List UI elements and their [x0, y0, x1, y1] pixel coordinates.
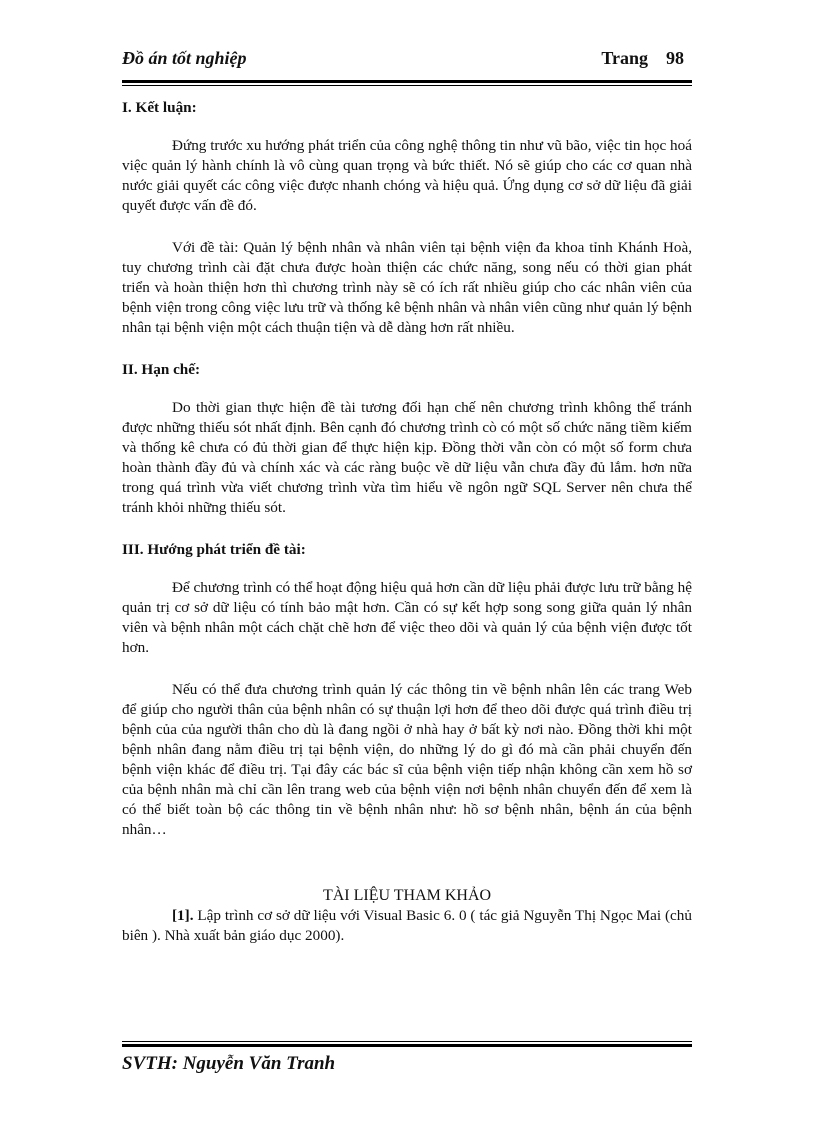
header-rule-thick: [122, 80, 692, 83]
paragraph: Với đề tài: Quản lý bệnh nhân và nhân viên tại bệnh viện đa khoa tỉnh Khánh Hoà, tuy chương trình cài đặt chưa được hoàn thiện các chức năng, song nếu có thời gian phát triển và hoàn thiện hơn thì chương trình này sẽ có ích rất nhiều giúp cho các nhân viên của bệnh viện trong công việc lưu trữ và thống kê bệnh nhân và nhân viên cũng như quản lý bệnh nhân tại bệnh viện một cách thuận tiện và dễ dàng hơn rất nhiều.: [122, 239, 692, 336]
paragraph: Do thời gian thực hiện đề tài tương đối hạn chế nên chương trình không thể tránh được những thiếu sót nhất định. Bên cạnh đó chương trình cò có một số chức năng tiềm kiếm và thống kê chưa có đủ thời gian để thực hiện kịp. Đồng thời vẫn còn có một số form chưa hoàn thành đầy đủ và chính xác và các ràng buộc về dữ liệu vẫn chưa đầy đủ lắm. hơn nữa trong quá trình vừa viết chương trình vừa tìm hiểu về ngôn ngữ SQL Server nên chưa thể tránh khỏi những thiếu sót.: [122, 399, 692, 516]
footer-author: SVTH: Nguyễn Văn Tranh: [122, 1053, 336, 1074]
paragraph: Nếu có thể đưa chương trình quản lý các thông tin về bệnh nhân lên các trang Web để giúp cho người thân của bệnh nhân có sự thuận lợi hơn để theo dõi được quá trình điều trị bệnh của của người thân cho dù là đang ngồi ở nhà hay ở bất kỳ nơi nào. Đồng thời khi một bệnh nhân đang nằm điều trị tại bệnh viện, do những lý do gì đó mà cần phải chuyển đến bệnh viện khác để điều trị. Tại đây các bác sĩ của bệnh viện tiếp nhận không cần xem hồ sơ của bệnh nhân mà chỉ cần lên trang web của bệnh viện nơi bệnh nhân chuyển đến để xem là có thể biết toàn bộ các thông tin về bệnh nhân như: hồ sơ bệnh nhân, bệnh án của bệnh nhân…: [122, 681, 692, 838]
page-body: [122, 98, 692, 946]
section-heading-conclusion: I. Kết luận:: [122, 99, 197, 116]
header-rule-thin: [122, 85, 692, 86]
page-label: Trang: [601, 48, 648, 68]
reference-text: Lập trình cơ sở dữ liệu với Visual Basic 6. 0 ( tác giả Nguyễn Thị Ngọc Mai (chủ biên ). Nhà xuất bản giáo dục 2000).: [122, 907, 692, 944]
footer-rule-thin: [122, 1041, 692, 1042]
references-title: TÀI LIỆU THAM KHẢO: [322, 887, 492, 904]
section-heading-future: III. Hướng phát triển đề tài:: [122, 541, 306, 558]
document-title: Đồ án tốt nghiệp: [122, 48, 247, 68]
page-number: 98: [666, 48, 684, 68]
reference-item: [122, 906, 692, 946]
paragraph: Để chương trình có thể hoạt động hiệu quả hơn cần dữ liệu phải được lưu trữ bằng hệ quản trị cơ sở dữ liệu có tính bảo mật hơn. Cần có sự kết hợp song song giữa quản lý nhân viên và bệnh nhân một cách chặt chẽ hơn để việc theo dõi và quản lý của bệnh viện được tốt hơn.: [122, 579, 692, 656]
paragraph: Đứng trước xu hướng phát triển của công nghệ thông tin như vũ bão, việc tin học hoá việc quản lý hành chính là vô cùng quan trọng và bức thiết. Nó sẽ giúp cho các cơ quan nhà nước giải quyết các công việc được nhanh chóng và hiệu quả. Ứng dụng cơ sở dữ liệu đã giải quyết được vấn đề đó.: [122, 137, 692, 214]
page-indicator: [601, 48, 684, 69]
page-header: [122, 48, 692, 76]
section-heading-limitations: II. Hạn chế:: [122, 361, 201, 378]
reference-number: [1].: [172, 907, 194, 924]
footer-rule-thick: [122, 1044, 692, 1047]
